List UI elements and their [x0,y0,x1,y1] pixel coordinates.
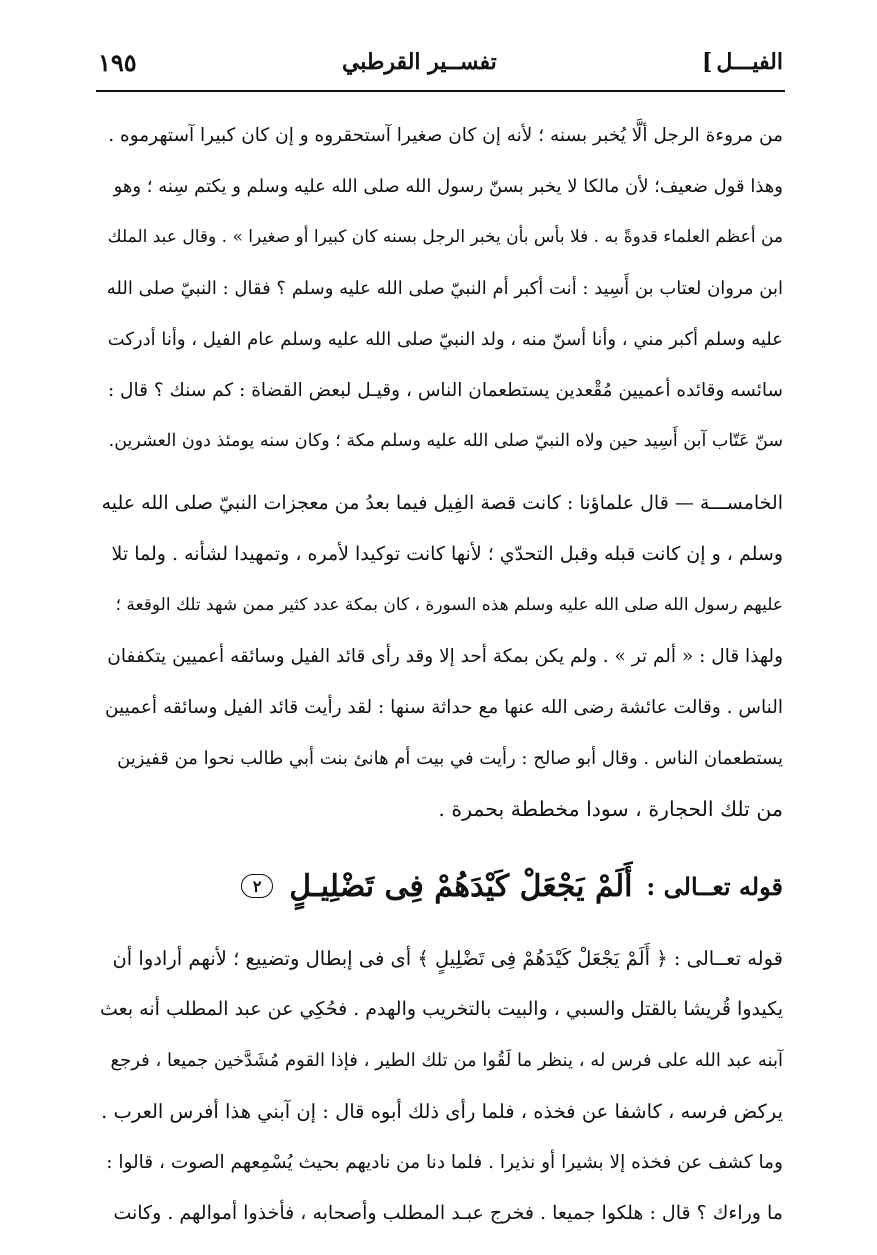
text-line: ولهذا قال : « ألم تر » . ولم يكن بمكة أحد إلا وقد رأى قائد الفيل وسائقه أعميين يتكففان [107,646,783,667]
chapter-heading [702,49,783,75]
text-line: يستطعمان الناس . وقال أبو صالح : رأيت في بيت أم هانئ بنت أبي طالب نحوا من قفيزين [117,748,783,769]
text-line: من تلك الحجارة ، سودا مخططة بحمرة . [438,797,783,821]
text-line: ما وراءك ؟ قال : هلكوا جميعا . فخرج عبـد المطلب وأصحابه ، فأخذوا أموالهم . وكانت [113,1202,783,1224]
text-line: ابن مروان لعتاب بن أَسِيد : أنت أكبر أم النبيّ صلى الله عليه وسلم ؟ فقال : النبيّ صلى الله [106,278,783,299]
text-line: وهذا قول ضعيف؛ لأن مالكا لا يخبر بسنّ رسول الله صلى الله عليه وسلم و يكتم سِنه ؛ وهو [113,176,783,197]
text-line: من أعظم العلماء قدوةً به . فلا بأس بأن يخبر الرجل بسنه كان كبيرا أو صغيرا » . وقال عبد الملك [107,227,783,247]
text-line: يكيدوا قُريشا بالقتل والسبي ، والبيت بالتخريب والهدم . فحُكِي عن عبد المطلب أنه بعث [100,998,783,1020]
paragraph-1 [100,110,783,467]
page-header [98,40,783,84]
book-title: تفســير القرطبي [341,49,497,75]
text-line: يركض فرسه ، كاشفا عن فخذه ، فلما رأى ذلك أبوه قال : إن آبني هذا أفرس العرب . [101,1100,783,1123]
chapter-name: الفيـــل [716,49,783,75]
text-line: سائسه وقائده أعميين مُقْعدين يستطعمان الناس ، وقيـل لبعض القضاة : كم سنك ؟ قال : [107,380,783,401]
page-number: ١٩٥ [98,47,137,77]
text-line: وما كشف عن فخذه إلا بشيرا أو نذيرا . فلما دنا من ناديهم بحيث يُسْمِعهم الصوت ، قالوا : [106,1152,783,1173]
verse-text: أَلَمْ يَجْعَلْ كَيْدَهُمْ فِى تَضْلِيـلٍ [289,868,633,904]
text-line: وسلم ، و إن كانت قبله وقبل التحدّي ؛ لأنها كانت توكيدا لأمره ، وتمهيدا لشأنه . ولما تلا [111,543,783,565]
paragraph-2 [100,478,783,835]
header-divider [96,90,785,92]
text-line: عليهم رسول الله صلى الله عليه وسلم هذه السورة ، كان بمكة عدد كثير ممن شهد تلك الوقعة ؛ [115,595,783,615]
chapter-bracket: ] [701,49,713,75]
text-line: الخامســـة — قال علماؤنا : كانت قصة الفِيل فيما بعدُ من معجزات النبيّ صلى الله عليه [101,492,783,514]
paragraph-3 [100,933,783,1239]
text-line: آبنه عبد الله على فرس له ، ينظر ما لَقُوا من تلك الطير ، فإذا القوم مُشَدَّخين جميعا ، فرجع [110,1050,783,1071]
text-line: عليه وسلم أكبر مني ، وأنا أسنّ منه ، ولد النبيّ صلى الله عليه وسلم عام الفيل ، وأنا أدركت [107,329,783,350]
text-line: سنّ عَتّاب آبن أَسِيد حين ولاه النبيّ صلى الله عليه وسلم مكة ؛ وكان سنه يومئذ دون العشرين. [108,431,783,451]
text-line: الناس . وقالت عائشة رضى الله عنها مع حداثة سنها : لقد رأيت قائد الفيل وسائقه أعميين [104,697,783,718]
text-line: من مروءة الرجل ألَّا يُخبر بسنه ؛ لأنه إن كان صغيرا آستحقروه و إن كان كبيرا آستهرموه . [108,125,783,146]
text-line: قوله تعــالى : ﴿ أَلَمْ يَجْعَلْ كَيْدَهُمْ فِى تَضْلِيلٍ ﴾ أى فى إبطال وتضييع ؛ لأنهم أرادوا أن [112,947,783,970]
page-body [100,110,783,1239]
verse-heading [100,847,783,925]
verse-label: قوله تعــالى : [646,871,783,901]
ayah-number-marker: ٢ [241,874,273,898]
